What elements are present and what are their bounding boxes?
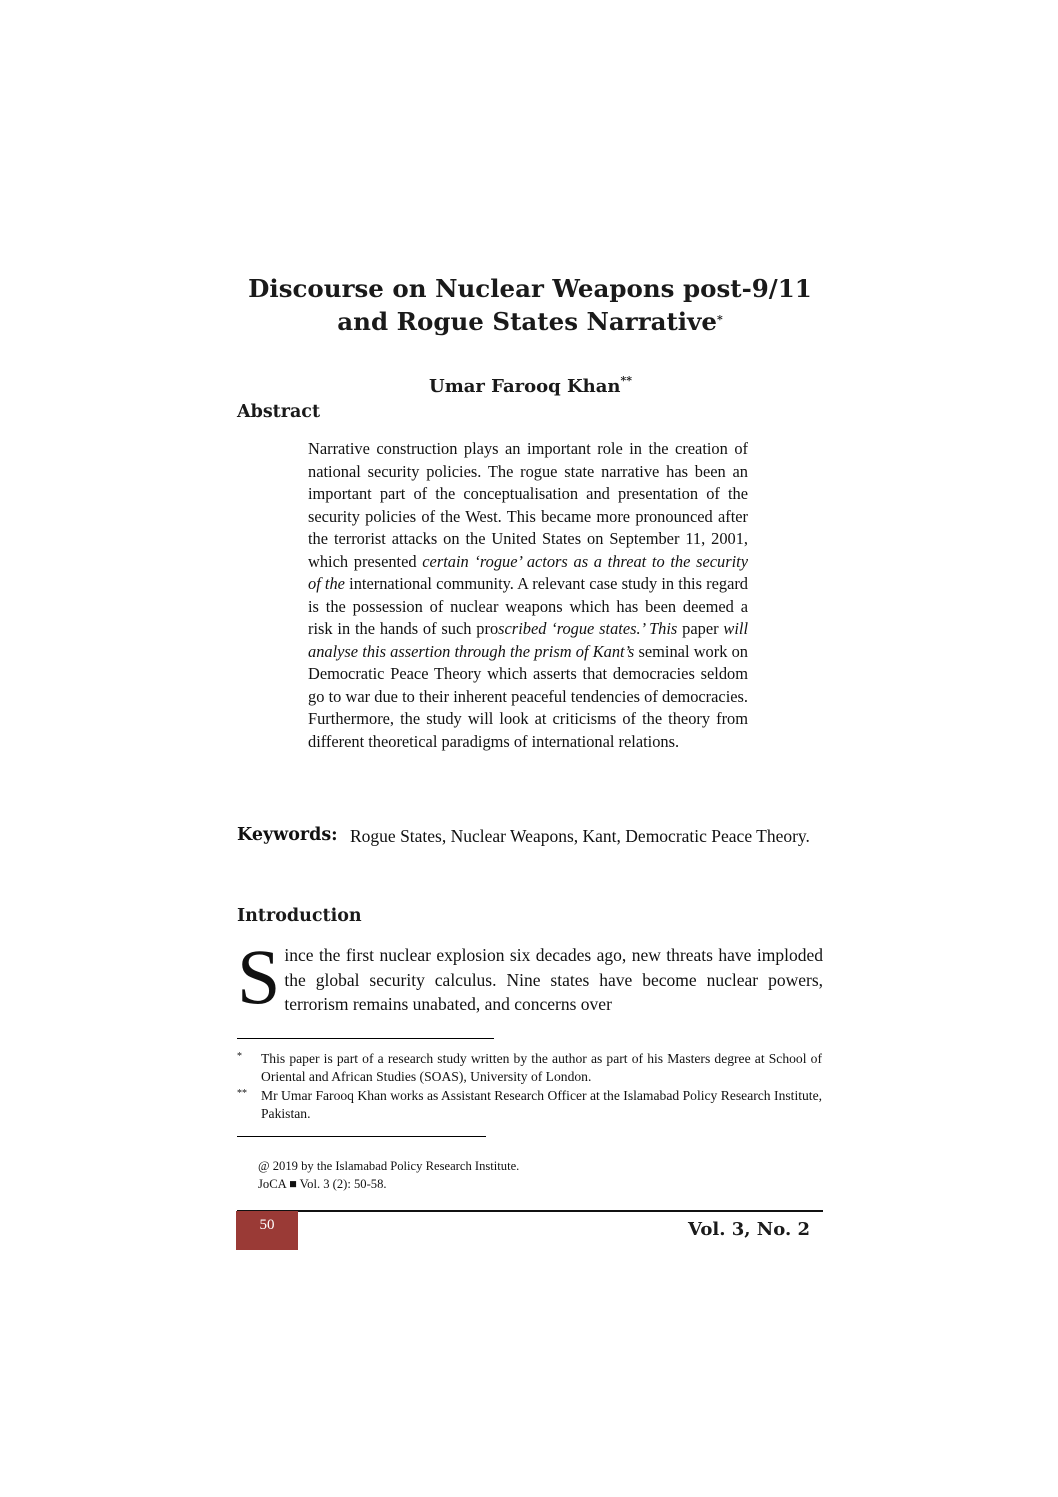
footnote-1-marker: *	[237, 1051, 242, 1062]
volume-label: Vol. 3, No. 2	[688, 1219, 810, 1240]
introduction-paragraph	[237, 933, 823, 1020]
title-line-2	[200, 305, 860, 338]
keywords-label: Keywords:	[237, 825, 338, 845]
copyright-notice: @ 2019 by the Islamabad Policy Research Institute.	[258, 1159, 520, 1173]
abstract-segment-italic: certain ‘rogue’ actors as a threat to the security of the	[308, 551, 748, 593]
abstract-body	[308, 438, 748, 753]
introduction-text: ince the first nuclear explosion six decades ago, new threats have imploded the global security calculus. Nine states have become nuclear powers, terrorism remains unabated, and concerns over	[284, 945, 823, 1014]
author-footnote-marker: **	[620, 374, 632, 387]
abstract-segment: Narrative construction plays an important role in the creation of national security policies. The rogue state narrative has been an important part of the conceptualisation and presentation of the security policies of the West. This became more pronounced after the terrorist attacks on the United States on September 11, 2001, which presented	[308, 439, 748, 571]
abstract-heading: Abstract	[237, 402, 321, 422]
abstract-segment: paper	[677, 619, 724, 638]
introduction-heading: Introduction	[237, 906, 362, 926]
footnote-1: This paper is part of a research study written by the author as part of his Masters degree at School of Oriental and African Studies (SOAS), University of London.	[261, 1051, 822, 1084]
keywords-text: Rogue States, Nuclear Weapons, Kant, Democratic Peace Theory.	[350, 826, 810, 846]
footer-rule	[237, 1210, 823, 1212]
footnote-2-marker: **	[237, 1088, 247, 1099]
abstract-segment-italic: scribed ‘rogue states.’ This	[498, 619, 678, 638]
author-name-text: Umar Farooq Khan	[429, 376, 621, 397]
abstract-segment: international community. A relevant case study in this regard is the possession of nuclear weapons which has been deemed a risk in the hands of such pro	[308, 574, 748, 638]
title-line-1: Discourse on Nuclear Weapons post-9/11	[248, 274, 812, 303]
title-line-2-text: and Rogue States Narrative	[337, 307, 717, 336]
title-footnote-marker: *	[716, 313, 723, 326]
journal-citation: JoCA ■ Vol. 3 (2): 50-58.	[258, 1177, 387, 1191]
author-name	[429, 376, 632, 397]
footnote-end-separator	[237, 1136, 486, 1137]
footnote-2: Mr Umar Farooq Khan works as Assistant Research Officer at the Islamabad Policy Research Institute, Pakistan.	[261, 1088, 822, 1121]
abstract-segment: seminal work on Democratic Peace Theory which asserts that democracies seldom go to war due to their inherent peaceful tendencies of democracies. Furthermore, the study will look at criticisms of the theory from different theoretical paradigms of international relations.	[308, 641, 748, 751]
page-number: 50	[259, 1217, 275, 1233]
drop-cap: S	[237, 933, 281, 1020]
abstract-segment-italic: will analyse this assertion through the prism of Kant’s	[308, 619, 749, 661]
paper-title	[200, 272, 860, 338]
footnote-separator	[237, 1038, 494, 1039]
page-number-box	[236, 1211, 298, 1250]
